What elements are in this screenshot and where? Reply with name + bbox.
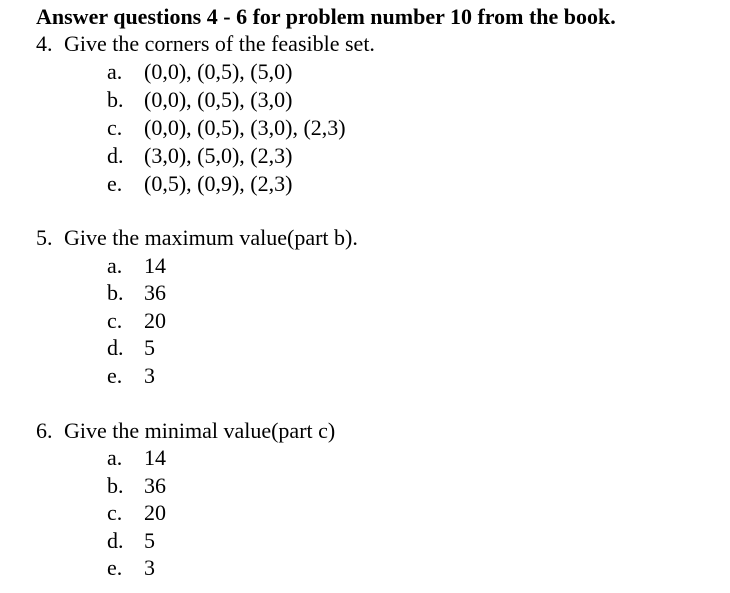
question-text: Give the corners of the feasible set. [64, 31, 375, 56]
option-letter: a. [107, 253, 123, 278]
question-number: 6. [36, 418, 53, 443]
question-6-option-c [107, 499, 166, 526]
question-4 [36, 30, 375, 57]
option-letter: e. [107, 363, 123, 388]
option-letter: c. [107, 115, 123, 140]
option-text: 14 [144, 253, 166, 278]
option-text: 20 [144, 308, 166, 333]
option-text: 3 [144, 363, 155, 388]
option-letter: b. [107, 280, 124, 305]
question-5-option-d [107, 334, 155, 361]
option-text: 5 [144, 528, 155, 553]
option-text: 3 [144, 555, 155, 580]
question-6 [36, 417, 335, 444]
question-6-option-d [107, 527, 155, 554]
option-letter: c. [107, 308, 123, 333]
option-text: (3,0), (5,0), (2,3) [144, 143, 293, 168]
question-6-option-e [107, 554, 155, 581]
question-4-option-d [107, 142, 292, 169]
option-text: 14 [144, 445, 166, 470]
option-text: 36 [144, 280, 166, 305]
question-5 [36, 224, 358, 251]
option-letter: a. [107, 59, 123, 84]
option-letter: b. [107, 87, 124, 112]
option-letter: d. [107, 143, 124, 168]
question-text: Give the minimal value(part c) [64, 418, 336, 443]
option-text: 36 [144, 473, 166, 498]
question-4-option-b [107, 86, 292, 113]
question-6-option-a [107, 444, 166, 471]
option-letter: b. [107, 473, 124, 498]
option-letter: d. [107, 528, 124, 553]
question-5-option-b [107, 279, 166, 306]
question-4-option-e [107, 170, 292, 197]
question-4-option-c [107, 114, 346, 141]
option-text: (0,0), (0,5), (3,0), (2,3) [144, 115, 346, 140]
option-text: (0,0), (0,5), (3,0) [144, 87, 293, 112]
option-text: 20 [144, 500, 166, 525]
question-6-option-b [107, 472, 166, 499]
option-text: 5 [144, 335, 155, 360]
option-text: (0,5), (0,9), (2,3) [144, 171, 293, 196]
question-5-option-a [107, 252, 166, 279]
question-number: 5. [36, 225, 53, 250]
instructions-heading: Answer questions 4 - 6 for problem number 10 from the book. [36, 4, 616, 29]
option-letter: d. [107, 335, 124, 360]
question-number: 4. [36, 31, 53, 56]
option-text: (0,0), (0,5), (5,0) [144, 59, 293, 84]
question-5-option-e [107, 362, 155, 389]
option-letter: a. [107, 445, 123, 470]
question-text: Give the maximum value(part b). [64, 225, 358, 250]
option-letter: c. [107, 500, 123, 525]
question-4-option-a [107, 58, 292, 85]
option-letter: e. [107, 555, 123, 580]
option-letter: e. [107, 171, 123, 196]
question-5-option-c [107, 307, 166, 334]
